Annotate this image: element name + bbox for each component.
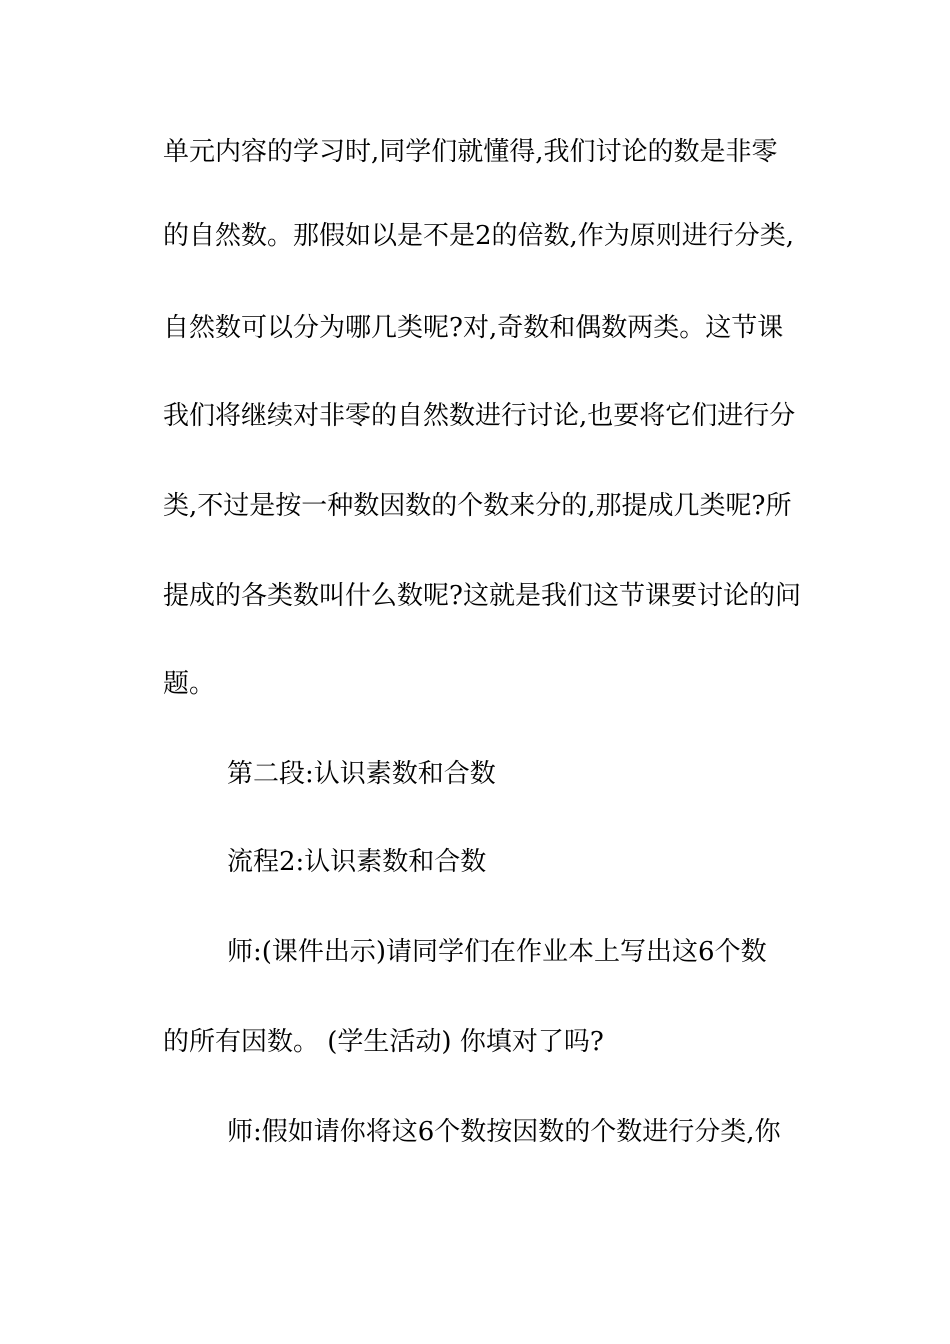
teacher-line-1-continued: 的所有因数。 (学生活动) 你填对了吗? [163, 1027, 604, 1057]
teacher-line-1: 师:(课件出示)请同学们在作业本上写出这6个数 [227, 937, 767, 967]
paragraph-line-3: 自然数可以分为哪几类呢?对,奇数和偶数两类。这节课 [163, 313, 784, 343]
paragraph-line-6: 提成的各类数叫什么数呢?这就是我们这节课要讨论的问 [163, 581, 801, 611]
section-heading: 第二段:认识素数和合数 [227, 759, 496, 789]
paragraph-line-7: 题。 [163, 669, 216, 699]
process-heading: 流程2:认识素数和合数 [227, 847, 487, 877]
paragraph-line-1: 单元内容的学习时,同学们就懂得,我们讨论的数是非零 [163, 137, 778, 167]
paragraph-line-2: 的自然数。那假如以是不是2的倍数,作为原则进行分类, [163, 221, 795, 251]
paragraph-line-4: 我们将继续对非零的自然数进行讨论,也要将它们进行分 [163, 401, 796, 431]
teacher-line-2: 师:假如请你将这6个数按因数的个数进行分类,你 [227, 1117, 781, 1147]
paragraph-line-5: 类,不过是按一种数因数的个数来分的,那提成几类呢?所 [163, 491, 792, 521]
